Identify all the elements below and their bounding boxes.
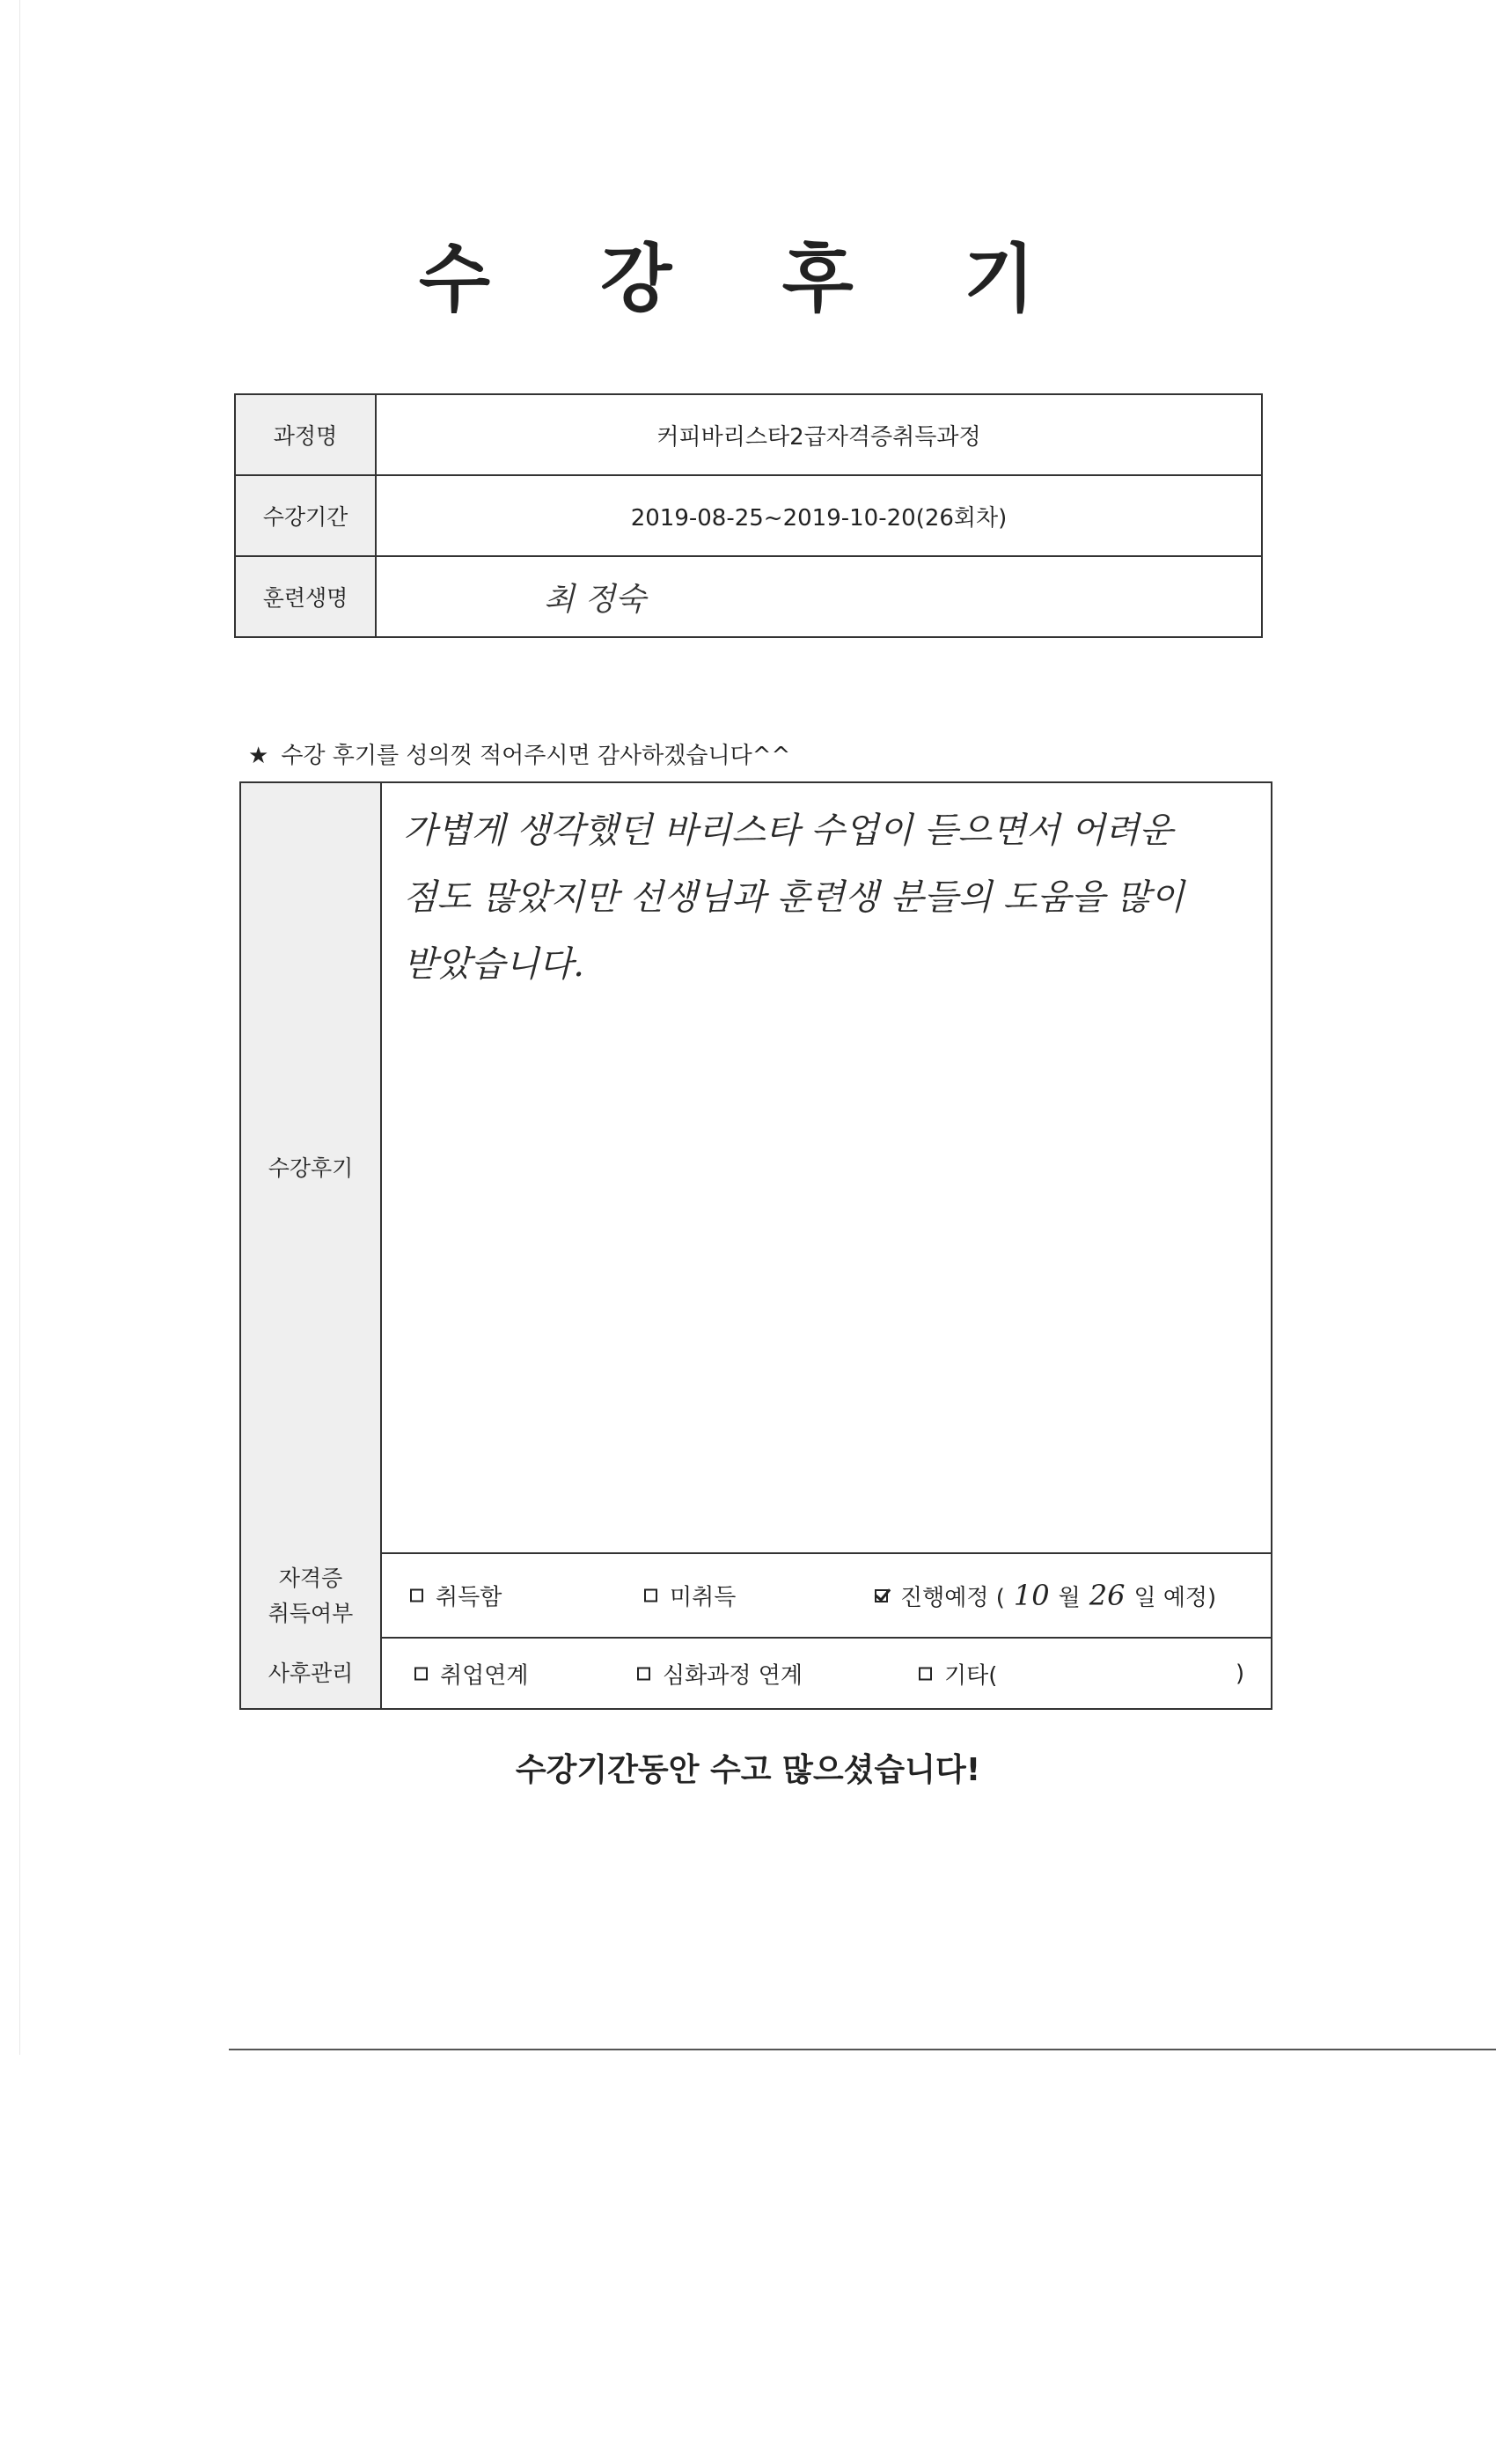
period-value: 2019-08-25~2019-10-20(26회차): [630, 504, 1008, 532]
option-other-label: 기타(: [944, 1662, 998, 1689]
trainee-label: 훈련생명: [236, 557, 377, 636]
review-body[interactable]: [382, 783, 1271, 1554]
star-icon: ★: [248, 743, 269, 769]
option-advanced-label: 심화과정 연계: [663, 1662, 803, 1689]
option-not-acquired-label: 미취득: [670, 1584, 737, 1611]
period-row: [236, 476, 1261, 557]
certificate-label-line2: 취득여부: [268, 1601, 354, 1626]
planned-month[interactable]: 10: [1013, 1579, 1050, 1612]
checkbox-other[interactable]: [919, 1667, 932, 1680]
page-title: 수 강 후 기: [418, 236, 1078, 322]
review-line: 받았습니다.: [403, 944, 584, 985]
certificate-label-line1: 자격증: [278, 1566, 343, 1591]
course-label: 과정명: [236, 395, 377, 474]
checkbox-not-acquired[interactable]: [644, 1589, 657, 1602]
review-table: [239, 781, 1272, 1710]
period-label: 수강기간: [236, 476, 377, 555]
review-label-cell: [241, 783, 382, 1554]
checkbox-acquired[interactable]: [410, 1589, 423, 1602]
trainee-name-handwritten[interactable]: 최 정숙: [544, 581, 646, 618]
month-unit: 월: [1058, 1584, 1081, 1611]
option-acquired[interactable]: [410, 1580, 502, 1612]
review-label: 수강후기: [268, 1155, 354, 1181]
planned-day[interactable]: 26: [1089, 1579, 1126, 1612]
review-request-text: 수강 후기를 성의껏 적어주시면 감사하겠습니다^^: [281, 743, 791, 769]
aftercare-label: 사후관리: [268, 1660, 354, 1686]
course-value: 커피바리스타2급자격증취득과정: [656, 423, 981, 451]
option-employment-label: 취업연계: [440, 1662, 529, 1689]
certificate-label-cell: [241, 1554, 382, 1639]
page-bottom-edge: [229, 2049, 1496, 2050]
review-line: 점도 많았지만 선생님과 훈련생 분들의 도움을 많이: [403, 877, 1184, 918]
aftercare-row: [241, 1639, 1271, 1708]
option-other-close: ): [1236, 1660, 1245, 1687]
checkbox-advanced[interactable]: [637, 1667, 650, 1680]
aftercare-label-cell: [241, 1639, 382, 1708]
option-other[interactable]: [919, 1657, 997, 1690]
checkbox-employment[interactable]: [414, 1667, 428, 1680]
review-text[interactable]: [403, 797, 1248, 998]
checkbox-planned-checked[interactable]: [875, 1589, 888, 1602]
option-acquired-label: 취득함: [436, 1584, 502, 1611]
option-employment[interactable]: [414, 1657, 528, 1690]
option-planned[interactable]: [875, 1579, 1216, 1612]
review-request: [248, 737, 790, 770]
closing-message: 수강기간동안 수고 많으셨습니다!: [515, 1752, 981, 1788]
trainee-row: [236, 557, 1261, 636]
option-planned-label: 진행예정 (: [900, 1584, 1005, 1611]
day-unit: 일 예정): [1133, 1584, 1217, 1611]
course-info-table: [234, 393, 1263, 638]
course-row: [236, 395, 1261, 476]
option-advanced[interactable]: [637, 1657, 803, 1690]
certificate-row: [241, 1554, 1271, 1639]
option-not-acquired[interactable]: [644, 1580, 736, 1612]
review-line: 가볍게 생각했던 바리스타 수업이 듣으면서 어려운: [403, 810, 1174, 851]
